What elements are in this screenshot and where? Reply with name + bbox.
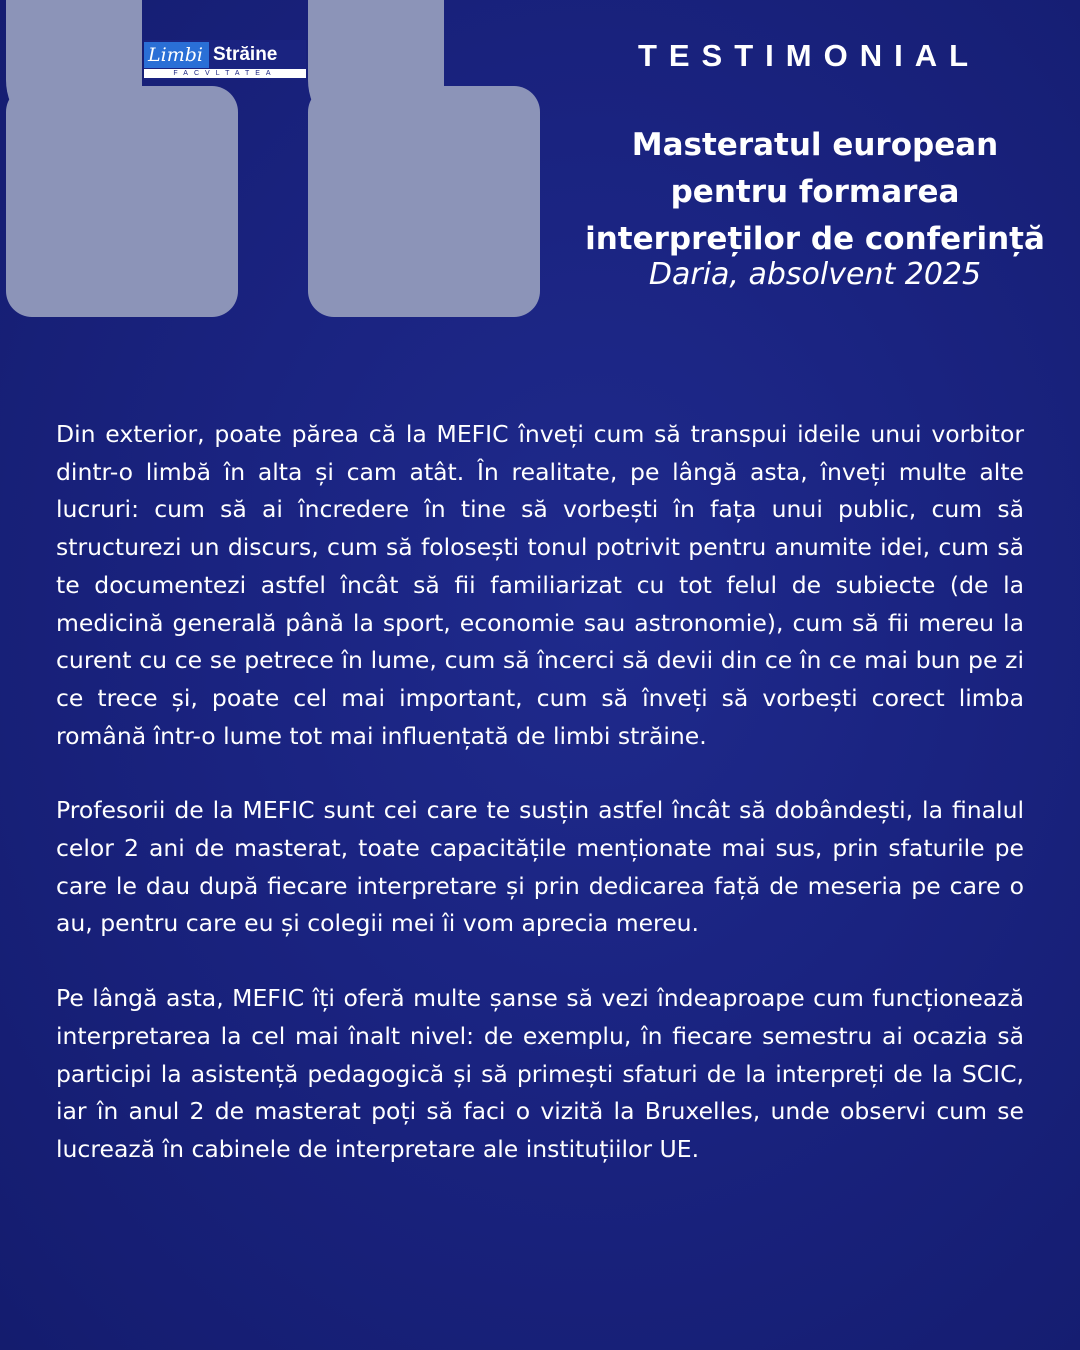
faculty-logo	[144, 40, 306, 80]
testimonial-paragraph-1: Din exterior, poate părea că la MEFIC înveți cum să transpui ideile unui vorbitor dintr-o limbă în alta și cam atât. În realitate, pe lângă asta, înveți multe alte lucruri: cum să ai încredere în tine să vorbești în fața unui public, cum să structurezi un discurs, cum să folosești tonul potrivit pentru anumite idei, cum să te documentezi astfel încât să fii familiarizat cu tot felul de subiecte (de la medicină generală până la sport, economie sau astronomie), cum să fii mereu la curent cu ce se petrece în lume, cum să încerci să devii din ce în ce mai bun pe zi ce trece și, poate cel mai important, cum să înveți să vorbești corect limba română într-o lume tot mai influențată de limbi străine.	[56, 420, 1024, 750]
testimonial-paragraph-3: Pe lângă asta, MEFIC îți oferă multe șanse să vezi îndeaproape cum funcționează interpretarea la cel mai înalt nivel: de exemplu, în fiecare semestru ai ocazia să participi la asistență pedagogică și să primești sfaturi de la interpreți de la SCIC, iar în anul 2 de masterat poți să faci o vizită la Bruxelles, unde observi cum se lucrează în cabinele de interpretare ale instituțiilor UE.	[56, 984, 1024, 1163]
testimonial-body	[56, 416, 1024, 1206]
logo-limbi-text: Limbi	[144, 42, 209, 68]
logo-straine-text: Străine	[212, 44, 278, 65]
logo-subtitle: FACVLTATEA	[144, 69, 306, 78]
program-title: Masteratul european pentru formarea interpreților de conferință	[585, 127, 1045, 257]
author-caption: Daria, absolvent 2025	[648, 257, 982, 292]
testimonial-label: TESTIMONIAL	[637, 38, 981, 73]
quote-mark-left	[6, 86, 238, 317]
quote-mark-right	[308, 86, 540, 317]
testimonial-paragraph-2: Profesorii de la MEFIC sunt cei care te susțin astfel încât să dobândești, la finalul celor 2 ani de masterat, toate capacitățile menționate mai sus, prin sfaturile pe care le dau după fiecare interpretare și prin dedicarea față de meseria pe care o au, pentru care eu și colegii mei îi vom aprecia mereu.	[56, 796, 1024, 938]
